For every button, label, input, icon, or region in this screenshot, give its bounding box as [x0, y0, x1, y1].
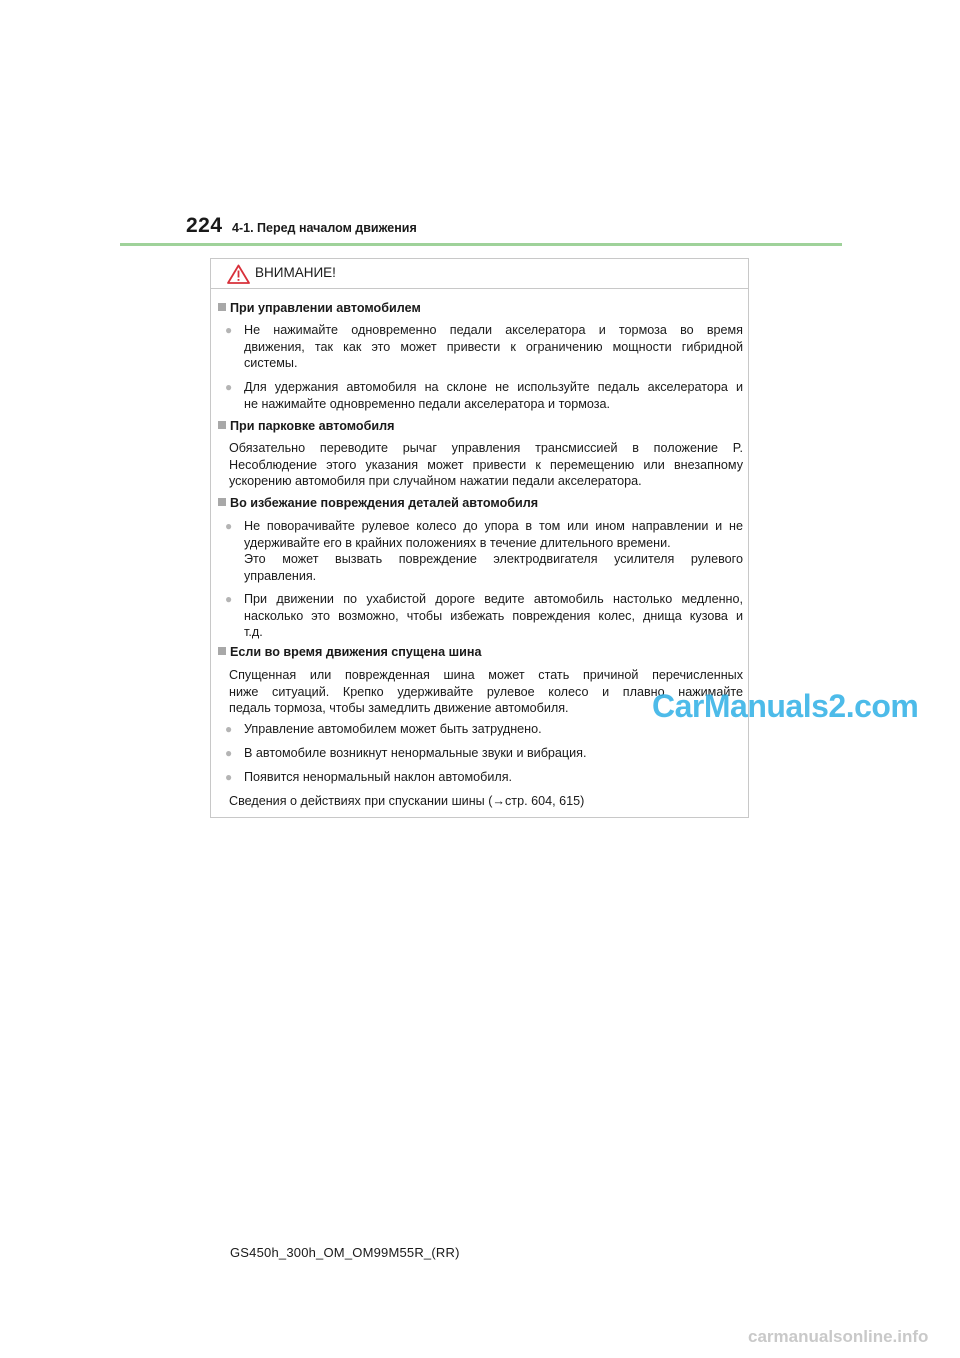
section-heading: Если во время движения спущена шина — [218, 645, 482, 659]
dot-bullet-icon: ● — [225, 592, 233, 606]
bullet-text: Управление автомобилем может быть затруднено. — [244, 722, 542, 736]
square-bullet-icon — [218, 303, 226, 311]
section-heading: При парковке автомобиля — [218, 419, 395, 433]
corner-watermark: carmanualsonline.info — [748, 1327, 929, 1346]
bullet-text: Появится ненормальный наклон автомобиля. — [244, 770, 513, 784]
paragraph-text: Обязательно переводите рычаг управления трансмиссией в положение P. Несоблюдение этого указания может привести к перемещению или внезапному ускорению автомобиля при случайном нажатии педали акселератора. — [229, 441, 743, 488]
section-heading: При управлении автомобилем — [218, 301, 421, 315]
dot-bullet-icon: ● — [225, 323, 233, 337]
page-number: 224 — [186, 214, 223, 237]
square-bullet-icon — [218, 647, 226, 655]
document-code: GS450h_300h_OM_OM99M55R_(RR) — [230, 1245, 460, 1260]
page-reference-note: Сведения о действиях при спускании шины (→стр. 604, 615) — [229, 794, 585, 808]
paragraph-text: Спущенная или поврежденная шина может стать причиной перечисленных ниже ситуаций. Крепко удерживайте рулевое колесо и плавно нажимайте педаль тормоза, чтобы замедлить движение автомобиля. — [229, 668, 743, 715]
bullet-text: Не поворачивайте рулевое колесо до упора в том или ином направлении и не удерживайте его в крайних положениях в течение длительного времени. Это может вызвать повреждение электродвигателя усилителя рулевого управления. — [244, 519, 743, 583]
section-title: 4-1. Перед началом движения — [232, 221, 417, 235]
warning-triangle-icon — [227, 264, 250, 284]
header-rule — [120, 243, 842, 246]
section-heading: Во избежание повреждения деталей автомобиля — [218, 496, 538, 510]
bullet-text: При движении по ухабистой дороге ведите автомобиль настолько медленно, насколько это возможно, чтобы избежать повреждения колес, днища кузова и т.д. — [244, 592, 743, 639]
bullet-text: Не нажимайте одновременно педали акселератора и тормоза во время движения, так как это может привести к ограничению мощности гибридной системы. — [244, 323, 743, 370]
square-bullet-icon — [218, 421, 226, 429]
square-bullet-icon — [218, 498, 226, 506]
dot-bullet-icon: ● — [225, 746, 233, 760]
warning-header — [211, 259, 748, 289]
watermark-logo: CarManuals2.com — [652, 688, 919, 724]
dot-bullet-icon: ● — [225, 380, 233, 394]
bullet-text: В автомобиле возникнут ненормальные звуки и вибрация. — [244, 746, 587, 760]
dot-bullet-icon: ● — [225, 770, 233, 784]
bullet-text: Для удержания автомобиля на склоне не используйте педаль акселератора и не нажимайте одновременно педали акселератора и тормоза. — [244, 380, 743, 411]
dot-bullet-icon: ● — [225, 519, 233, 533]
dot-bullet-icon: ● — [225, 722, 233, 736]
warning-box — [210, 258, 749, 818]
warning-title: ВНИМАНИЕ! — [255, 265, 336, 280]
